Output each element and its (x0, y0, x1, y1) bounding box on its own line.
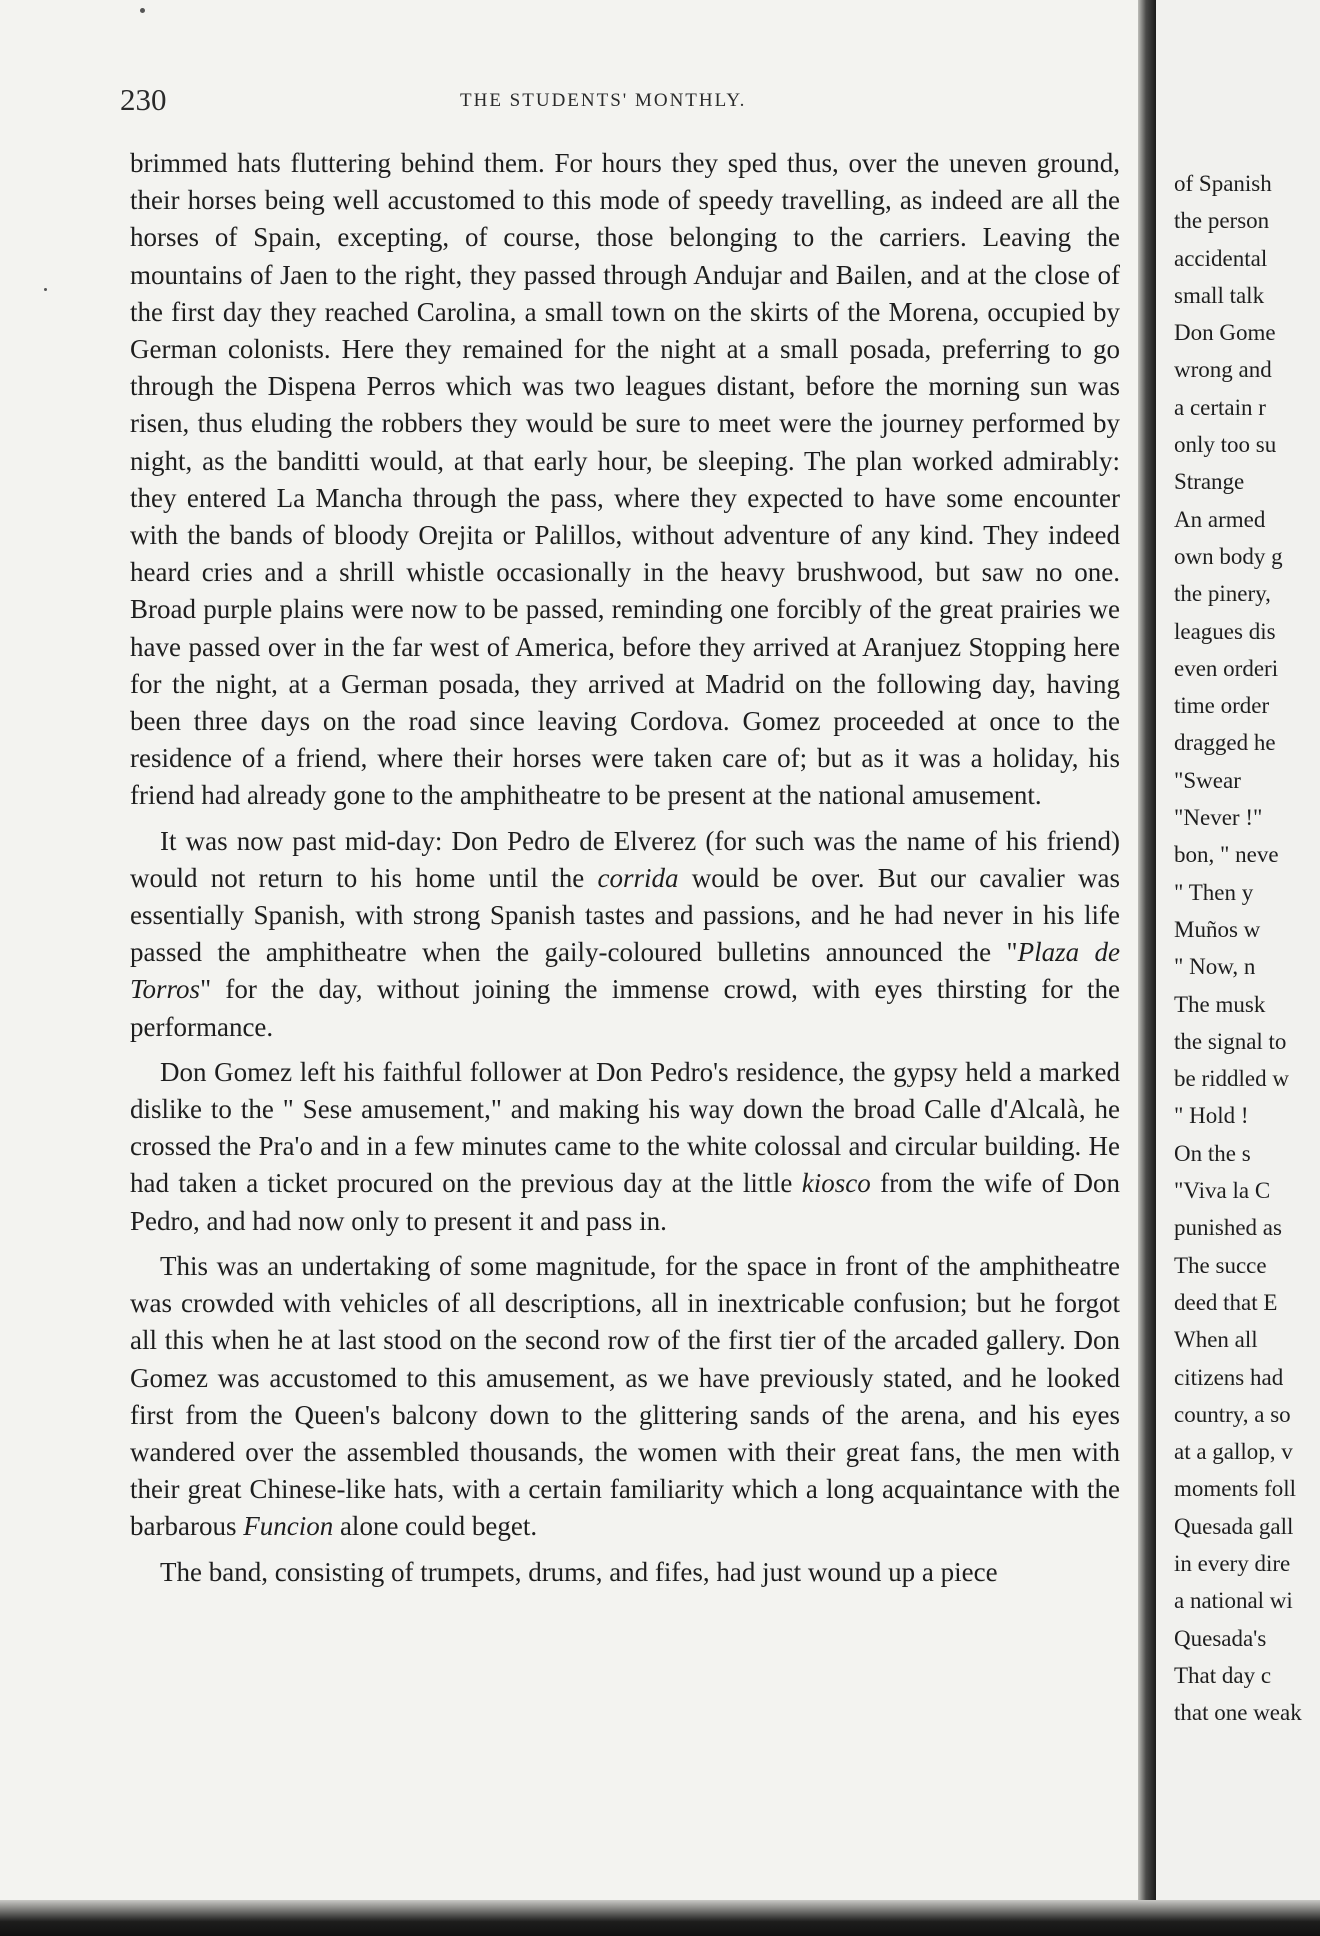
right-page-line: only too su (1174, 432, 1277, 458)
right-page-line: a national wi (1174, 1588, 1293, 1614)
right-page-line: Strange (1174, 469, 1245, 495)
paragraph-3-text-b: from the wife of Don Pedro, and had now only to present it and pass in. (130, 1168, 1121, 1236)
right-page-line: of Spanish (1174, 171, 1272, 196)
paragraph-4-text-b: alone could beget. (333, 1511, 538, 1542)
paragraph-2-italic-corrida: corrida (597, 862, 679, 893)
right-page-line: small talk (1174, 282, 1265, 308)
right-page-line: a certain r (1174, 394, 1266, 420)
right-page-line: That day c (1174, 1662, 1272, 1688)
right-page-line: in every dire (1174, 1550, 1291, 1576)
right-page-line: moments foll (1174, 1476, 1297, 1502)
paragraph-3-italic-kiosco: kiosco (801, 1168, 871, 1199)
right-page-line: even orderi (1174, 655, 1279, 681)
right-page-line: own body g (1174, 543, 1283, 569)
right-page-line: dragged he (1174, 730, 1276, 756)
right-page-line: bon, " neve (1174, 842, 1279, 868)
right-page-line: citizens had (1174, 1364, 1284, 1390)
page-number: 230 (120, 82, 167, 117)
right-page-line: Quesada gall (1174, 1513, 1294, 1539)
right-page-line: accidental (1174, 245, 1268, 271)
right-page-line: the person (1174, 208, 1270, 234)
right-page-line: The succe (1174, 1252, 1267, 1278)
right-page-line: "Never !" (1174, 805, 1263, 831)
right-page-cropped (1156, 0, 1320, 1936)
paragraph-3-text-a: Don Gomez left his faithful follower at Don Pedro's residence, the gypsy held a marked dislike to the " Sese amusement," and making his way down the broad Calle d'Alcalà, he crossed the Pra'o and in a few minutes came to the white colossal and circular building. He had taken a ticket procured on the previous day at the little (130, 1056, 1120, 1199)
right-page-line: country, a so (1174, 1401, 1291, 1427)
paragraph-2-text-b: would be over. But our cavalier was essentially Spanish, with strong Spanish tastes and passions, and he had never in his life passed the amphitheatre when the gaily-coloured bulletins announced the " (130, 862, 1120, 968)
running-title: THE STUDENTS' MONTHLY. (460, 90, 747, 111)
right-page-line: leagues dis (1174, 618, 1276, 644)
paragraph-1: brimmed hats fluttering behind them. For hours they sped thus, over the uneven ground, their horses being well accustomed to this mode of speedy travelling, as indeed are all the horses of Spain, excepting, of course, those belonging to the carriers. Leaving the mountains of Jaen to the right, they passed through Andujar and Bailen, and at the close of the first day they reached Carolina, a small town on the skirts of the Morena, occupied by German colonists. Here they remained for the night at a small posada, preferring to go through the Dispena Perros which was two leagues distant, before the morning sun was risen, thus eluding the robbers they would be sure to meet were the journey performed by night, as the banditti would, at that early hour, be sleeping. The plan worked admirably: they entered La Mancha through the pass, where they expected to have some encounter with the bands of bloody Orejita or Palillos, without adventure of any kind. They indeed heard cries and a shrill whistle occasionally in the heavy brushwood, but saw no one. Broad purple plains were now to be passed, reminding one forcibly of the great prairies we have passed over in the far west of America, before they arrived at Aranjuez Stopping here for the night, at a German posada, they arrived at Madrid on the following day, having been three days on the road since leaving Cordova. Gomez proceeded at once to the residence of a friend, where their horses were taken care of; but as it was a holiday, his friend had already gone to the amphitheatre to be present at the national amusement. (130, 148, 1120, 811)
paragraph-5: The band, consisting of trumpets, drums, and fifes, had just wound up a piece (160, 1556, 998, 1587)
right-page-line: the pinery, (1174, 581, 1271, 607)
right-page-line: time order (1174, 693, 1270, 719)
right-page-line: deed that E (1174, 1289, 1278, 1315)
right-page-line: The musk (1174, 991, 1266, 1017)
book-gutter (1138, 0, 1156, 1936)
right-page-line: Muños w (1174, 916, 1261, 942)
paragraph-2-text-c: " for the day, without joining the immense crowd, with eyes thirsting for the performance. (130, 974, 1120, 1042)
right-page-line: " Then y (1174, 879, 1254, 905)
paragraph-4 (130, 1248, 1120, 1546)
right-page-line: " Now, n (1174, 954, 1256, 980)
page-bottom-edge (0, 1900, 1320, 1936)
right-page-line: When all (1174, 1327, 1258, 1353)
right-page-line: " Hold ! (1174, 1103, 1249, 1129)
paragraph-2-text-a: It was now past mid-day: Don Pedro de Elverez (for such was the name of his friend) would not return to his home until the (130, 825, 1120, 893)
right-page-line: that one weak (1174, 1700, 1302, 1726)
body-text (130, 145, 1120, 1599)
right-page-line: the signal to (1174, 1028, 1287, 1054)
right-page-line: On the s (1174, 1140, 1251, 1166)
right-page-line: Don Gome (1174, 320, 1276, 346)
right-page-line: "Viva la C (1174, 1178, 1271, 1204)
right-page-line: at a gallop, v (1174, 1439, 1293, 1465)
right-page-line: punished as (1174, 1215, 1282, 1241)
paragraph-2 (130, 823, 1120, 1046)
right-page-line: be riddled w (1174, 1066, 1289, 1092)
page-header (120, 82, 1130, 122)
right-page-line: wrong and (1174, 357, 1272, 383)
right-page-text (1174, 165, 1320, 1731)
paper-speck (44, 288, 47, 291)
right-page-line: "Swear (1174, 767, 1241, 793)
paper-speck (140, 8, 145, 13)
right-page-line: An armed (1174, 506, 1266, 532)
paragraph-4-italic-funcion: Funcion (243, 1511, 334, 1542)
paragraph-3 (130, 1054, 1120, 1240)
paragraph-2-italic-plaza: Plaza de Torros (130, 937, 1120, 1005)
right-page-line: Quesada's (1174, 1625, 1267, 1651)
paragraph-4-text-a: This was an undertaking of some magnitude, for the space in front of the amphitheatre was crowded with vehicles of all descriptions, all in inextricable confusion; but he forgot all this when he at last stood on the second row of the first tier of the arcaded gallery. Don Gomez was accustomed to this amusement, as we have previously stated, and he looked first from the Queen's balcony down to the glittering sands of the arena, and his eyes wandered over the assembled thousands, the women with their great fans, the men with their great Chinese-like hats, with a certain familiarity which a long acquaintance with the barbarous (130, 1250, 1120, 1542)
